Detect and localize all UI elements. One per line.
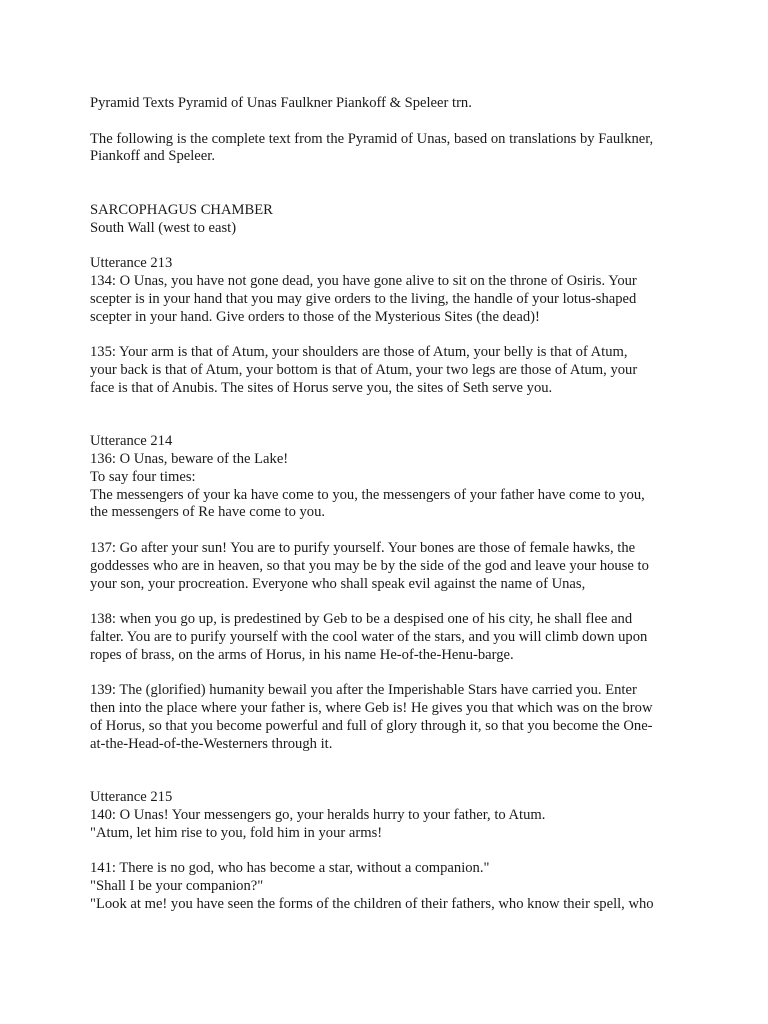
text-line: of Horus, so that you become powerful and full of glory through it, so that you become the One- xyxy=(90,717,653,734)
text-line: 136: O Unas, beware of the Lake! xyxy=(90,450,289,467)
text-line: ropes of brass, on the arms of Horus, in his name He-of-the-Henu-barge. xyxy=(90,646,514,663)
text-line: The messengers of your ka have come to you, the messengers of your father have come to you, xyxy=(90,486,645,503)
paragraph-138 xyxy=(90,611,690,664)
text-line: your son, your procreation. Everyone who shall speak evil against the name of Unas, xyxy=(90,575,586,592)
paragraph-137 xyxy=(90,540,690,593)
text-line: scepter is in your hand that you may give orders to the living, the handle of your lotus-shaped xyxy=(90,290,637,307)
text-line: 141: There is no god, who has become a star, without a companion." xyxy=(90,860,490,877)
utterance-heading: Utterance 215 xyxy=(90,789,173,806)
wall-name: South Wall (west to east) xyxy=(90,219,237,236)
text-line: "Shall I be your companion?" xyxy=(90,878,264,895)
intro-line: Piankoff and Speleer. xyxy=(90,148,215,165)
text-line: To say four times: xyxy=(90,468,196,485)
text-line: 135: Your arm is that of Atum, your shoulders are those of Atum, your belly is that of Atum, xyxy=(90,344,628,361)
chamber-name: SARCOPHAGUS CHAMBER xyxy=(90,201,273,218)
text-line: 134: O Unas, you have not gone dead, you have gone alive to sit on the throne of Osiris. Your xyxy=(90,272,637,289)
text-line: 139: The (glorified) humanity bewail you after the Imperishable Stars have carried you. Enter xyxy=(90,682,637,699)
text-line: 137: Go after your sun! You are to purify yourself. Your bones are those of female hawks, the xyxy=(90,539,636,556)
paragraph-135 xyxy=(90,344,690,397)
chamber-section-heading xyxy=(90,202,690,238)
utterance-215 xyxy=(90,789,690,842)
utterance-heading: Utterance 213 xyxy=(90,255,173,272)
text-line: then into the place where your father is, where Geb is! He gives you that which was on the brow xyxy=(90,700,653,717)
text-line: face is that of Anubis. The sites of Horus serve you, the sites of Seth serve you. xyxy=(90,379,553,396)
intro-line: The following is the complete text from the Pyramid of Unas, based on translations by Faulkner, xyxy=(90,130,654,147)
document-title: Pyramid Texts Pyramid of Unas Faulkner Piankoff & Speleer trn. xyxy=(90,95,472,111)
paragraph-141 xyxy=(90,860,690,913)
text-line: "Atum, let him rise to you, fold him in your arms! xyxy=(90,824,383,841)
paragraph-139 xyxy=(90,682,690,753)
text-line: your back is that of Atum, your bottom is that of Atum, your two legs are those of Atum, your xyxy=(90,361,638,378)
text-line: at-the-Head-of-the-Westerners through it. xyxy=(90,735,333,752)
document-page xyxy=(90,95,690,914)
intro-paragraph xyxy=(90,131,690,167)
utterance-heading: Utterance 214 xyxy=(90,433,173,450)
text-line: scepter in your hand. Give orders to those of the Mysterious Sites (the dead)! xyxy=(90,308,540,325)
text-line: the messengers of Re have come to you. xyxy=(90,504,326,521)
text-line: goddesses who are in heaven, so that you may be by the side of the god and leave your house to xyxy=(90,557,649,574)
text-line: 140: O Unas! Your messengers go, your heralds hurry to your father, to Atum. xyxy=(90,806,546,823)
text-line: falter. You are to purify yourself with the cool water of the stars, and you will climb down upon xyxy=(90,628,648,645)
utterance-213 xyxy=(90,255,690,326)
utterance-214 xyxy=(90,433,690,522)
text-line: "Look at me! you have seen the forms of the children of their fathers, who know their spell, who xyxy=(90,895,654,912)
text-line: 138: when you go up, is predestined by Geb to be a despised one of his city, he shall flee and xyxy=(90,611,633,628)
